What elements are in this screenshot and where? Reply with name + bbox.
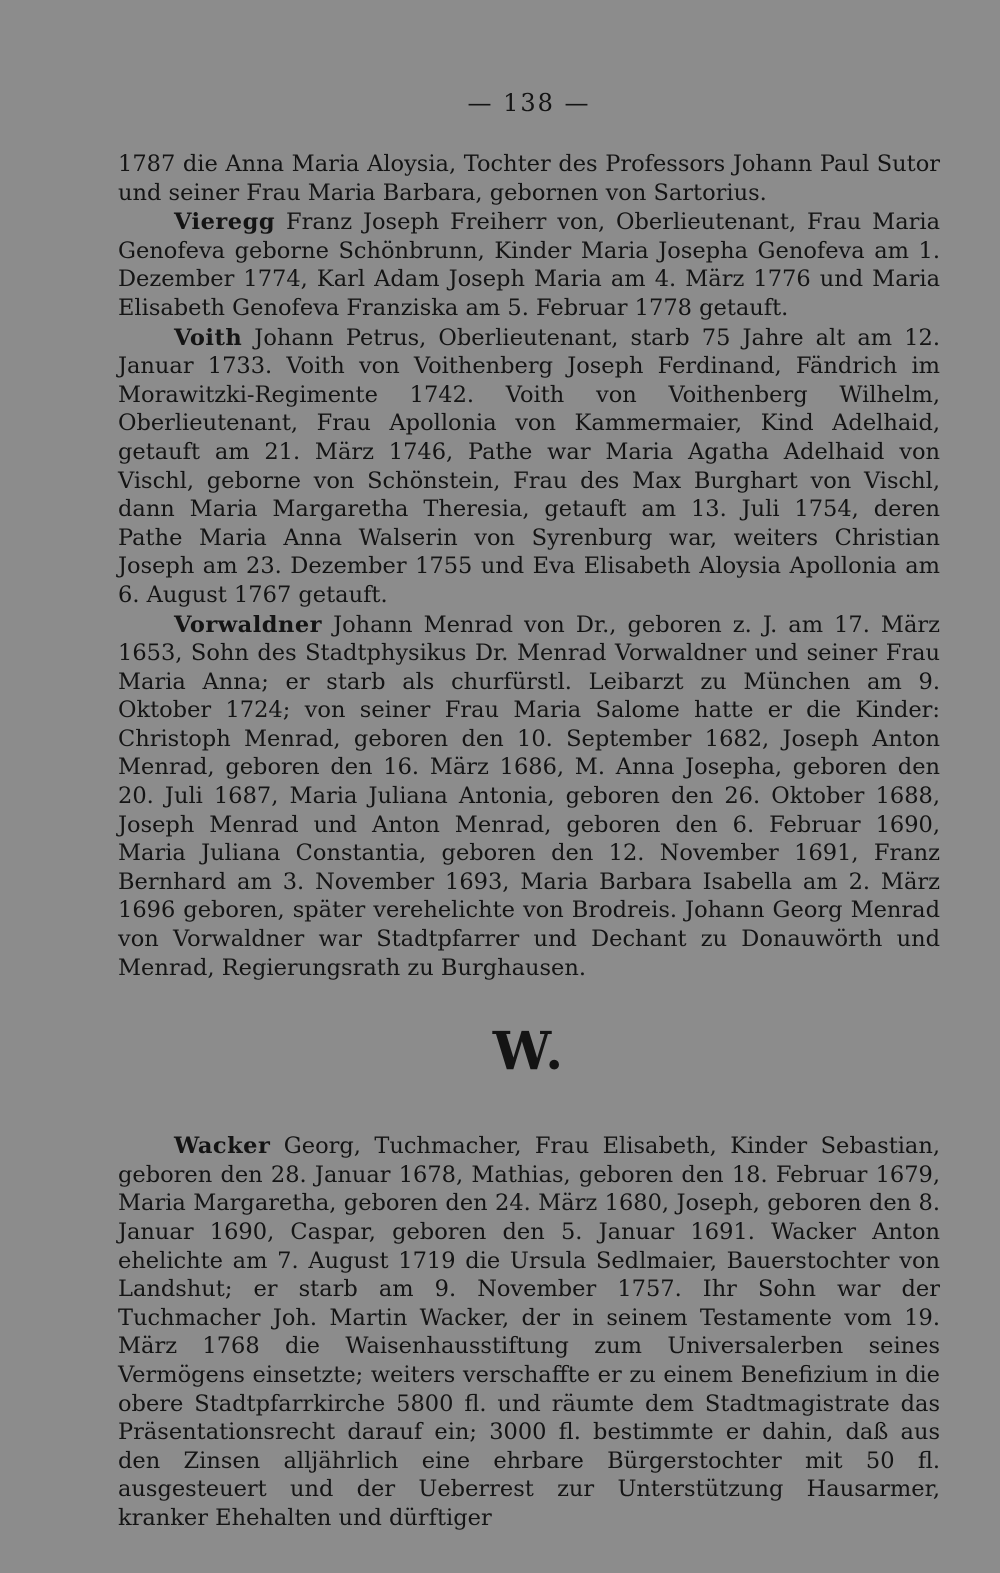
paragraph-text: 1787 die Anna Maria Aloysia, Tochter des Professors Johann Paul Sutor und seiner Frau Maria Barbara, gebornen von Sartorius. — [118, 151, 940, 206]
entry-vorwaldner — [118, 611, 940, 983]
page-number: — 138 — — [467, 89, 591, 117]
entry-text: Franz Joseph Freiherr von, Oberlieutenant, Frau Maria Genofeva geborne Schönbrunn, Kinder Maria Josepha Genofeva am 1. Dezember 1774, Karl Adam Joseph Maria am 4. März 1776 und Maria Elisabeth Genofeva Franziska am 5. Februar 1778 getauft. — [118, 209, 940, 321]
section-letter: W. — [492, 1021, 566, 1083]
paragraph-sutor — [118, 150, 940, 207]
entry-voith — [118, 324, 940, 610]
entry-name: Voith — [174, 324, 243, 351]
entry-name: Vieregg — [174, 209, 276, 236]
entry-text: Georg, Tuchmacher, Frau Elisabeth, Kinder Sebastian, geboren den 28. Januar 1678, Mathias, geboren den 18. Februar 1679, Maria Margaretha, geboren den 24. März 1680, Joseph, geboren den 8. Januar 1690, Caspar, geboren den 5. Januar 1691. Wacker Anton ehelichte am 7. August 1719 die Ursula Sedlmaier, Bauerstochter von Landshut; er starb am 9. November 1757. Ihr Sohn war der Tuchmacher Joh. Martin Wacker, der in seinem Testamente vom 19. März 1768 die Waisenhausstiftung zum Universalerben seines Vermögens einsetzte; weiters verschaffte er zu einem Benefizium in die obere Stadtpfarrkirche 5800 fl. und räumte dem Stadtmagistrate das Präsentationsrecht darauf ein; 3000 fl. bestimmte er dahin, daß aus den Zinsen alljährlich eine ehrbare Bürgerstochter mit 50 fl. ausgesteuert und der Ueberrest zur Unterstützung Hausarmer, kranker Ehehalten und dürftiger — [118, 1133, 940, 1531]
entry-wacker — [118, 1132, 940, 1532]
entry-name: Vorwaldner — [174, 611, 323, 638]
entry-text: Johann Menrad von Dr., geboren z. J. am 17. März 1653, Sohn des Stadtphysikus Dr. Menrad Vorwaldner und seiner Frau Maria Anna; er starb als churfürstl. Leibarzt zu München am 9. Oktober 1724; von seiner Frau Maria Salome hatte er die Kinder: Christoph Menrad, geboren den 10. September 1682, Joseph Anton Menrad, geboren den 16. März 1686, M. Anna Josepha, geboren den 20. Juli 1687, Maria Juliana Antonia, geboren den 26. Oktober 1688, Joseph Menrad und Anton Menrad, geboren den 6. Februar 1690, Maria Juliana Constantia, geboren den 12. November 1691, Franz Bernhard am 3. November 1693, Maria Barbara Isabella am 2. März 1696 geboren, später verehelichte von Brodreis. Johann Georg Menrad von Vorwaldner war Stadtpfarrer und Dechant zu Donauwörth und Menrad, Regierungsrath zu Burghausen. — [118, 611, 940, 981]
page — [118, 86, 940, 1546]
entry-vieregg — [118, 208, 940, 322]
entry-name: Wacker — [174, 1133, 271, 1160]
entry-text: Johann Petrus, Oberlieutenant, starb 75 Jahre alt am 12. Januar 1733. Voith von Voithenberg Joseph Ferdinand, Fändrich im Morawitzki-Regimente 1742. Voith von Voithenberg Wilhelm, Oberlieutenant, Frau Apollonia von Kammermaier, Kind Adelhaid, getauft am 21. März 1746, Pathe war Maria Agatha Adelhaid von Vischl, geborne von Schönstein, Frau des Max Burghart von Vischl, dann Maria Margaretha Theresia, getauft am 13. Juli 1754, deren Pathe Maria Anna Walserin von Syrenburg war, weiters Christian Joseph am 23. Dezember 1755 und Eva Elisabeth Aloysia Apollonia am 6. August 1767 getauft. — [118, 324, 940, 608]
